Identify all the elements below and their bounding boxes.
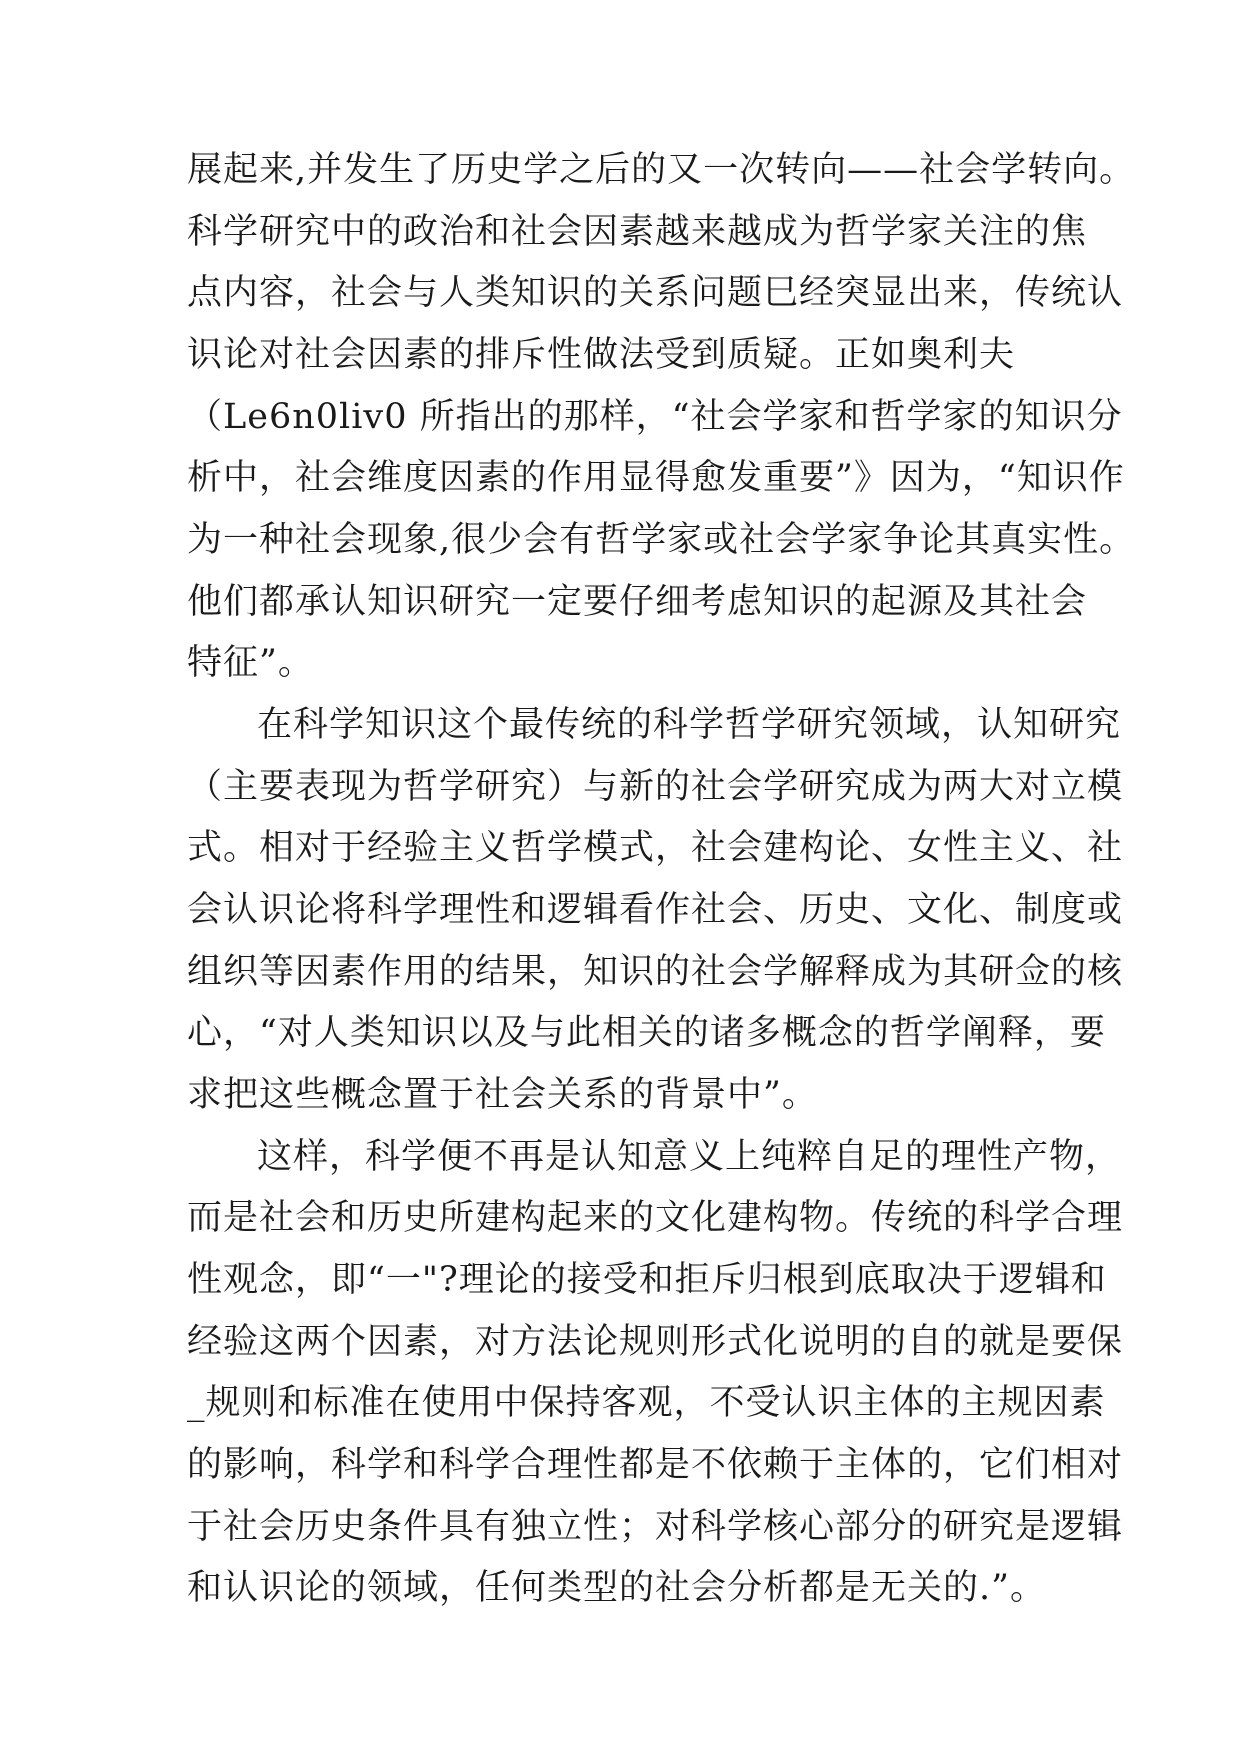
text-line: 于社会历史条件具有独立性；对科学核心部分的研究是逻辑 xyxy=(187,1507,1124,1547)
text-line: 组织等因素作用的结果，知识的社会学解释成为其研佥的核 xyxy=(187,952,1124,992)
text-line: 而是社会和历史所建构起来的文化建构物。传统的科学合理 xyxy=(187,1198,1124,1238)
text-line: 科学研究中的政治和社会因素越来越成为哲学家关注的焦 xyxy=(187,212,1088,252)
text-line: 经验这两个因素，对方法论规则形式化说明的自的就是要保 xyxy=(187,1322,1124,1362)
text-line: 特征”。 xyxy=(187,643,314,683)
text-line: 点内容，社会与人类知识的关系问题巳经突显出来，传统认 xyxy=(187,273,1124,313)
text-line: 这样，科学便不再是认知意义上纯粹自足的理性产物， xyxy=(257,1137,1122,1177)
text-line: 性观念，即“一"?理论的接受和拒斥归根到底取决于逻辑和 xyxy=(187,1260,1107,1300)
text-line: _规则和标准在使用中保持客观，不受认识主体的主规因素 xyxy=(187,1383,1106,1423)
text-line: 他们都承认知识研究一定要仔细考虑知识的起源及其社会 xyxy=(187,582,1088,622)
text-line: 为一种社会现象,很少会有哲学家或社会学家争论其真实性。 xyxy=(187,520,1136,560)
text-line: 心，“对人类知识以及与此相关的诸多概念的哲学阐释，要 xyxy=(187,1013,1106,1053)
text-line: 式。相对于经验主义哲学模式，社会建构论、女性主义、社 xyxy=(187,828,1124,868)
text-line: 会认识论将科学理性和逻辑看作社会、历史、文化、制度或 xyxy=(187,890,1124,930)
text-line: （主要表现为哲学研究）与新的社会学研究成为两大对立模 xyxy=(187,767,1124,807)
text-line: 识论对社会因素的排斥性做法受到质疑。正如奥利夫 xyxy=(187,335,1016,375)
text-line: 在科学知识这个最传统的科学哲学研究领域，认知研究 xyxy=(257,705,1122,745)
text-line: 展起来,并发生了历史学之后的又一次转向——社会学转向。 xyxy=(187,150,1136,190)
text-line: 的影响，科学和科学合理性都是不依赖于主体的，它们相对 xyxy=(187,1445,1124,1485)
text-line: 析中，社会维度因素的作用显得愈发重要”》因为，“知识作 xyxy=(187,458,1125,498)
text-line: 和认识论的领域，任何类型的社会分析都是无关的.”。 xyxy=(187,1568,1047,1608)
text-line: （Le6n0liv0 所指出的那样，“社会学家和哲学家的知识分 xyxy=(187,397,1123,437)
text-line: 求把这些概念置于社会关系的背景中”。 xyxy=(187,1075,818,1115)
